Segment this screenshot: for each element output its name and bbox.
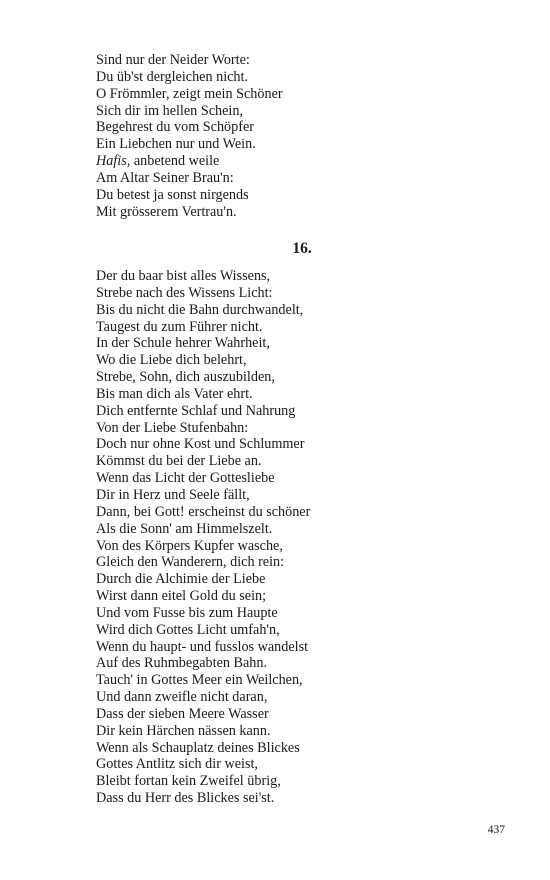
verse-line: Auf des Ruhmbegabten Bahn. — [96, 655, 268, 672]
verse-line-italic-name: Hafis, — [96, 153, 131, 170]
verse-line: Strebe nach des Wissens Licht: — [96, 284, 273, 301]
page-number: 437 — [487, 824, 505, 836]
verse-line — [96, 187, 496, 204]
verse-line-text: Sind nur der Neider Worte: — [96, 52, 250, 68]
verse-line: Der du baar bist alles Wissens, — [96, 268, 271, 284]
verse-line: Wenn als Schauplatz deines Blickes — [96, 739, 300, 756]
verse-line-text: O Frömmler, zeigt mein Schöner — [96, 85, 283, 102]
verse-line — [96, 170, 496, 187]
verse-line: Gleich den Wanderern, dich rein: — [96, 554, 285, 571]
verse-line: Wird dich Gottes Licht umfah'n, — [96, 621, 280, 638]
verse-line: Und vom Fusse bis zum Haupte — [96, 604, 278, 621]
verse-line: Dass der sieben Meere Wasser — [96, 705, 269, 722]
verse-line: Dann, bei Gott! erscheinst du schöner — [96, 503, 311, 520]
verse-line: Als die Sonn' am Himmelszelt. — [96, 520, 273, 537]
verse-line: Wo die Liebe dich belehrt, — [96, 352, 247, 369]
verse-line: Bleibt fortan kein Zweifel übrig, — [96, 773, 281, 790]
verse-line: Doch nur ohne Kost und Schlummer — [96, 436, 305, 453]
verse-line: Dass du Herr des Blickes sei'st. — [96, 790, 275, 807]
poem-number: 16. — [292, 240, 312, 257]
verse-line: Strebe, Sohn, dich auszubilden, — [96, 369, 275, 386]
verse-line — [96, 86, 496, 103]
verse-line — [96, 119, 496, 136]
verse-line: Bis man dich als Vater ehrt. — [96, 385, 253, 402]
verse-line: Bis du nicht die Bahn durchwandelt, — [96, 301, 304, 318]
verse-line — [96, 103, 496, 120]
verse-line-text: Du betest ja sonst nirgends — [96, 186, 249, 203]
verse-line: Dir kein Härchen nässen kann. — [96, 722, 271, 739]
verse-line-text: Am Altar Seiner Brau'n: — [96, 169, 234, 186]
verse-line — [96, 204, 496, 221]
verse-line: Wenn das Licht der Gottesliebe — [96, 470, 275, 487]
verse-line-text: Sich dir im hellen Schein, — [96, 102, 243, 119]
verse-line: Taugest du zum Führer nicht. — [96, 318, 263, 335]
verse-line-text: Du üb'st dergleichen nicht. — [96, 68, 249, 85]
verse-line: Wirst dann eitel Gold du sein; — [96, 588, 267, 605]
verse-line: In der Schule hehrer Wahrheit, — [96, 335, 270, 352]
verse-line — [96, 136, 496, 153]
previous-poem-ending — [96, 52, 496, 220]
verse-line — [96, 52, 496, 69]
verse-line: Kömmst du bei der Liebe an. — [96, 453, 262, 470]
verse-line — [96, 69, 496, 86]
verse-line: Dich entfernte Schlaf und Nahrung — [96, 402, 296, 419]
verse-line: Wenn du haupt- und fusslos wandelst — [96, 638, 309, 655]
verse-line-text: Mit grösserem Vertrau'n. — [96, 203, 237, 220]
poem-16-body — [96, 268, 496, 807]
verse-line-text: Ein Liebchen nur und Wein. — [96, 136, 256, 153]
verse-line-text: anbetend weile — [130, 153, 220, 170]
verse-line: Tauch' in Gottes Meer ein Weilchen, — [96, 672, 303, 689]
verse-line — [96, 153, 496, 170]
verse-line: Gottes Antlitz sich dir weist, — [96, 756, 258, 773]
verse-line-text: Begehrest du vom Schöpfer — [96, 119, 254, 136]
verse-line: Von des Körpers Kupfer wasche, — [96, 537, 283, 554]
verse-line: Und dann zweifle nicht daran, — [96, 689, 268, 706]
verse-line: Von der Liebe Stufenbahn: — [96, 419, 249, 436]
verse-line: Dir in Herz und Seele fällt, — [96, 486, 250, 503]
verse-line: Durch die Alchimie der Liebe — [96, 571, 266, 588]
